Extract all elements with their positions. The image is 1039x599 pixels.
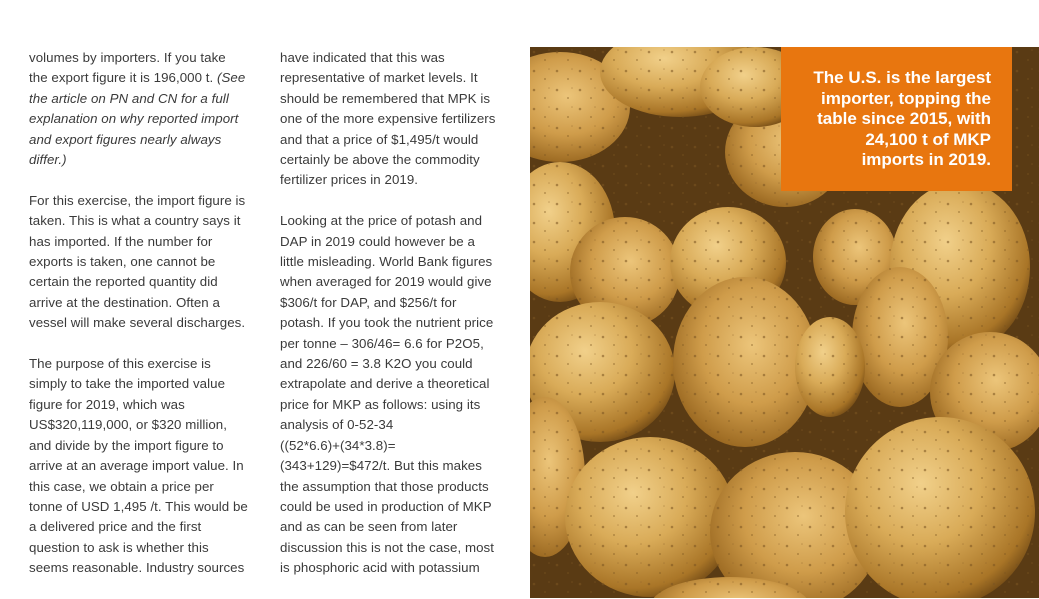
callout-line: The U.S. is the largest xyxy=(813,68,991,87)
body-text: certainly be above the commodity xyxy=(280,152,480,168)
body-text: fertilizer prices in 2019. xyxy=(280,172,419,188)
body-text: and divide by the import figure to xyxy=(29,437,224,453)
body-text: vessel will make several discharges. xyxy=(29,315,246,331)
body-text: should be remembered that MPK is xyxy=(280,90,491,106)
body-text: arrive at an average import value. In xyxy=(29,458,244,474)
body-text: figure for 2019, which was xyxy=(29,396,185,412)
body-text: ((52*6.6)+(34*3.8)= xyxy=(280,437,396,453)
article-column-1 xyxy=(29,48,261,599)
body-text: volumes by importers. If you take xyxy=(29,50,226,65)
body-text: extrapolate and derive a theoretical xyxy=(280,376,490,392)
body-text: little misleading. World Bank figures xyxy=(280,254,493,270)
paragraph-import-export xyxy=(29,48,261,170)
body-text: is phosphoric acid with potassium xyxy=(280,560,480,576)
body-text: and that a price of $1,495/t would xyxy=(280,131,479,147)
callout-line: imports in 2019. xyxy=(861,150,991,169)
body-text: US$320,119,000, or $320 million, xyxy=(29,417,227,433)
paragraph-import-figure xyxy=(29,191,261,334)
body-text: a delivered price and the first xyxy=(29,519,202,535)
paragraph-purpose xyxy=(29,354,261,578)
body-text: tonne of USD 1,495 /t. This would be xyxy=(29,498,248,514)
italic-note: and export figures nearly always xyxy=(29,131,222,147)
italic-note: (See xyxy=(217,70,246,86)
body-text: representative of market levels. It xyxy=(280,70,478,86)
callout-line: importer, topping the xyxy=(821,88,991,108)
body-text: the assumption that those products xyxy=(280,478,489,494)
body-text: Looking at the price of potash and xyxy=(280,213,483,229)
article-column-2 xyxy=(280,48,512,599)
body-text: and as can be seen from later xyxy=(280,519,458,535)
body-text: taken. This is what a country says it xyxy=(29,213,241,229)
body-text: seems reasonable. Industry sources xyxy=(29,560,245,576)
italic-note: differ.) xyxy=(29,152,67,168)
body-text: The purpose of this exercise is xyxy=(29,356,211,372)
italic-note: explanation on why reported import xyxy=(29,111,239,127)
body-text: per tonne – 306/46= 6.6 for P2O5, xyxy=(280,335,484,351)
body-text: and 226/60 = 3.8 K2O you could xyxy=(280,356,473,372)
body-text: DAP in 2019 could however be a xyxy=(280,233,475,249)
italic-note: the article on PN and CN for a full xyxy=(29,90,229,106)
body-text: potash. If you took the nutrient price xyxy=(280,315,494,331)
body-text: this case, we obtain a price per xyxy=(29,478,214,494)
body-text: the export figure it is 196,000 t. xyxy=(29,70,218,86)
body-text: discussion this is not the case, most xyxy=(280,539,494,555)
callout-line: table since 2015, with xyxy=(817,109,991,128)
body-text: (343+129)=$472/t. But this makes xyxy=(280,458,482,474)
body-text: For this exercise, the import figure is xyxy=(29,192,246,208)
paragraph-potash-dap xyxy=(280,211,512,578)
body-text: $306/t for DAP, and $256/t for xyxy=(280,294,457,310)
body-text: simply to take the imported value xyxy=(29,376,226,392)
body-text: arrive at the destination. Often a xyxy=(29,294,220,310)
body-text: analysis of 0-52-34 xyxy=(280,417,394,433)
body-text: have indicated that this was xyxy=(280,50,445,65)
body-text: question to ask is whether this xyxy=(29,539,209,555)
callout-line: 24,100 t of MKP xyxy=(865,129,991,149)
body-text: exports is taken, one cannot be xyxy=(29,254,216,270)
body-text: certain the reported quantity did xyxy=(29,274,218,290)
body-text: price for MKP as follows: using its xyxy=(280,396,481,412)
paragraph-market-levels xyxy=(280,48,512,191)
body-text: when averaged for 2019 would give xyxy=(280,274,492,290)
body-text: has imported. If the number for xyxy=(29,233,213,249)
body-text: one of the more expensive fertilizers xyxy=(280,111,496,127)
body-text: could be used in production of MKP xyxy=(280,498,492,514)
pull-quote-callout xyxy=(781,47,1012,191)
